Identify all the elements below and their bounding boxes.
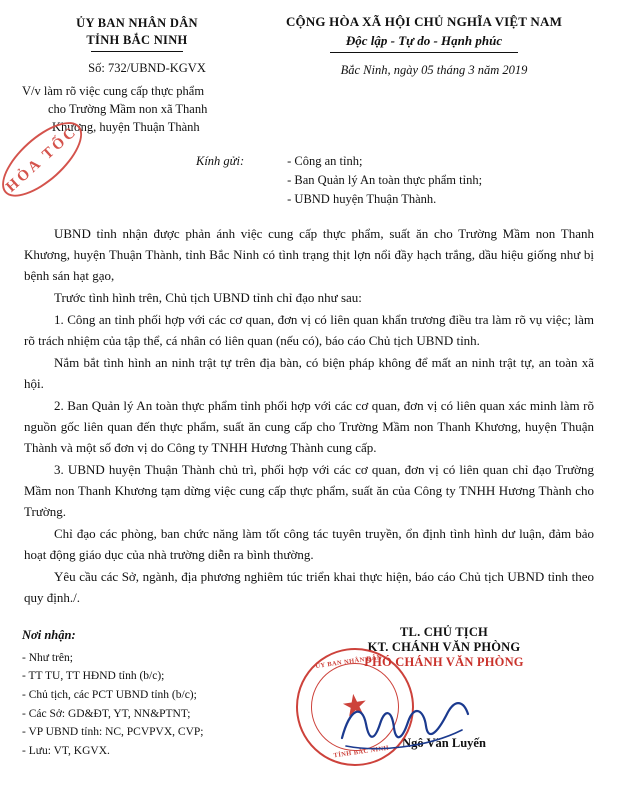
list-item: - Công an tỉnh; bbox=[287, 154, 363, 169]
list-item: - TT TU, TT HĐND tỉnh (b/c); bbox=[22, 670, 165, 683]
nation-line-1: CỘNG HÒA XÃ HỘI CHỦ NGHĨA VIỆT NAM bbox=[285, 14, 563, 29]
subject-line-1: V/v làm rõ việc cung cấp thực phẩm bbox=[22, 84, 205, 98]
document-number-value: 732 bbox=[107, 61, 127, 75]
body-paragraph: UBND tỉnh nhận được phản ánh việc cung cấp thực phẩm, suất ăn cho Trường Mầm non Thanh Khương, huyện Thuận Thành, tỉnh Bắc Ninh có tình trạng thịt lợn nổi đầy hạch trắng, dầu hiệu giống như bị bệnh sán hạt gạo, bbox=[24, 225, 594, 283]
list-item: - Các Sở: GD&ĐT, YT, NN&PTNT; bbox=[22, 707, 191, 720]
distribution-list bbox=[22, 625, 292, 760]
recipients-label: Kính gửi: bbox=[196, 154, 245, 169]
document-subject bbox=[22, 82, 272, 136]
body-paragraph: Yêu cầu các Sở, ngành, địa phương nghiêm túc triển khai thực hiện, báo cáo Chủ tịch UBND tỉnh theo quy định./. bbox=[24, 569, 594, 606]
document-number-suffix: /UBND-KGVX bbox=[126, 61, 206, 75]
document-subheader bbox=[0, 53, 618, 136]
body-paragraph: Chỉ đạo các phòng, ban chức năng làm tốt công tác tuyên truyền, ổn định tình hình dư luận, đảm bảo hoạt động giáo dục của nhà trường diễn ra bình thường. bbox=[24, 526, 594, 563]
body-paragraph: 1. Công an tỉnh phối hợp với các cơ quan, đơn vị có liên quan khẩn trương điều tra làm rõ vụ việc; làm rõ trách nhiệm của tập thể, cá nhân có liên quan (nếu có), báo cáo Chủ tịch UBND tỉnh. bbox=[24, 311, 594, 348]
seal-bottom-text: TỈNH BẮC NINH bbox=[333, 744, 390, 760]
star-icon: ★ bbox=[339, 687, 371, 725]
document-body bbox=[0, 209, 618, 609]
nation-line-2: Độc lập - Tự do - Hạnh phúc bbox=[345, 33, 503, 48]
document-number-prefix: Số: bbox=[88, 61, 108, 75]
seal-top-text: ỦY BAN NHÂN DÂN bbox=[315, 653, 383, 671]
subject-line-3: Khương, huyện Thuận Thành bbox=[52, 120, 200, 135]
distribution-title: Nơi nhận: bbox=[22, 628, 76, 643]
document-number-and-subject bbox=[22, 61, 272, 136]
issuing-organization bbox=[22, 14, 252, 53]
body-paragraph: 2. Ban Quản lý An toàn thực phẩm tỉnh phối hợp với các cơ quan, đơn vị có liên quan xác minh làm rõ nguồn gốc liên quan đến thực phẩm, suất ăn cung cấp cho Trường Mầm non Thanh Khương, huyện Thuận Thành và một số đơn vị do Công ty TNHH Hương Thành cung cấp. bbox=[24, 398, 594, 456]
document-header bbox=[0, 0, 618, 53]
org-line-2: TỈNH BẮC NINH bbox=[86, 33, 188, 47]
signature-line-1: TL. CHỦ TỊCH bbox=[400, 625, 488, 640]
national-heading bbox=[252, 14, 596, 53]
list-item: - Ban Quản lý An toàn thực phẩm tỉnh; bbox=[287, 173, 483, 188]
list-item: - VP UBND tỉnh: NC, PCVPVX, CVP; bbox=[22, 726, 204, 739]
org-line-1: ỦY BAN NHÂN DÂN bbox=[76, 16, 198, 30]
body-paragraph: Trước tình hình trên, Chủ tịch UBND tỉnh chỉ đạo như sau: bbox=[54, 289, 362, 305]
body-paragraph: 3. UBND huyện Thuận Thành chủ trì, phối hợp với các cơ quan, đơn vị có liên quan chỉ đạo Trường Mầm non Thanh Khương tạm dừng việc cung cấp thực phẩm, suất ăn của Công ty TNHH Hương Thành cho Trường. bbox=[24, 462, 594, 520]
org-underline bbox=[91, 51, 183, 52]
signature-line-3: PHÓ CHÁNH VĂN PHÒNG bbox=[364, 655, 524, 670]
document-number bbox=[22, 61, 272, 76]
list-item: - Lưu: VT, KGVX. bbox=[22, 744, 110, 757]
recipients-list bbox=[287, 152, 482, 208]
list-item: - Như trên; bbox=[22, 651, 73, 664]
document-footer bbox=[0, 609, 618, 760]
subject-line-2: cho Trường Mầm non xã Thanh bbox=[48, 102, 208, 117]
signature-line-2: KT. CHÁNH VĂN PHÒNG bbox=[367, 640, 521, 655]
nation-underline bbox=[330, 52, 518, 53]
urgent-stamp-text: HỎA TỐC bbox=[0, 110, 94, 210]
signer-name: Ngô Văn Luyến bbox=[402, 736, 486, 751]
recipients-block bbox=[0, 152, 618, 208]
list-item: - Chủ tịch, các PCT UBND tỉnh (b/c); bbox=[22, 688, 197, 701]
body-paragraph: Nắm bắt tình hình an ninh trật tự trên địa bàn, có biện pháp không để mất an ninh trật tự, an toàn xã hội. bbox=[24, 354, 594, 391]
signature-block bbox=[292, 625, 596, 760]
list-item: - UBND huyện Thuận Thành. bbox=[287, 191, 437, 206]
place-and-date: Bắc Ninh, ngày 05 tháng 3 năm 2019 bbox=[340, 63, 528, 77]
